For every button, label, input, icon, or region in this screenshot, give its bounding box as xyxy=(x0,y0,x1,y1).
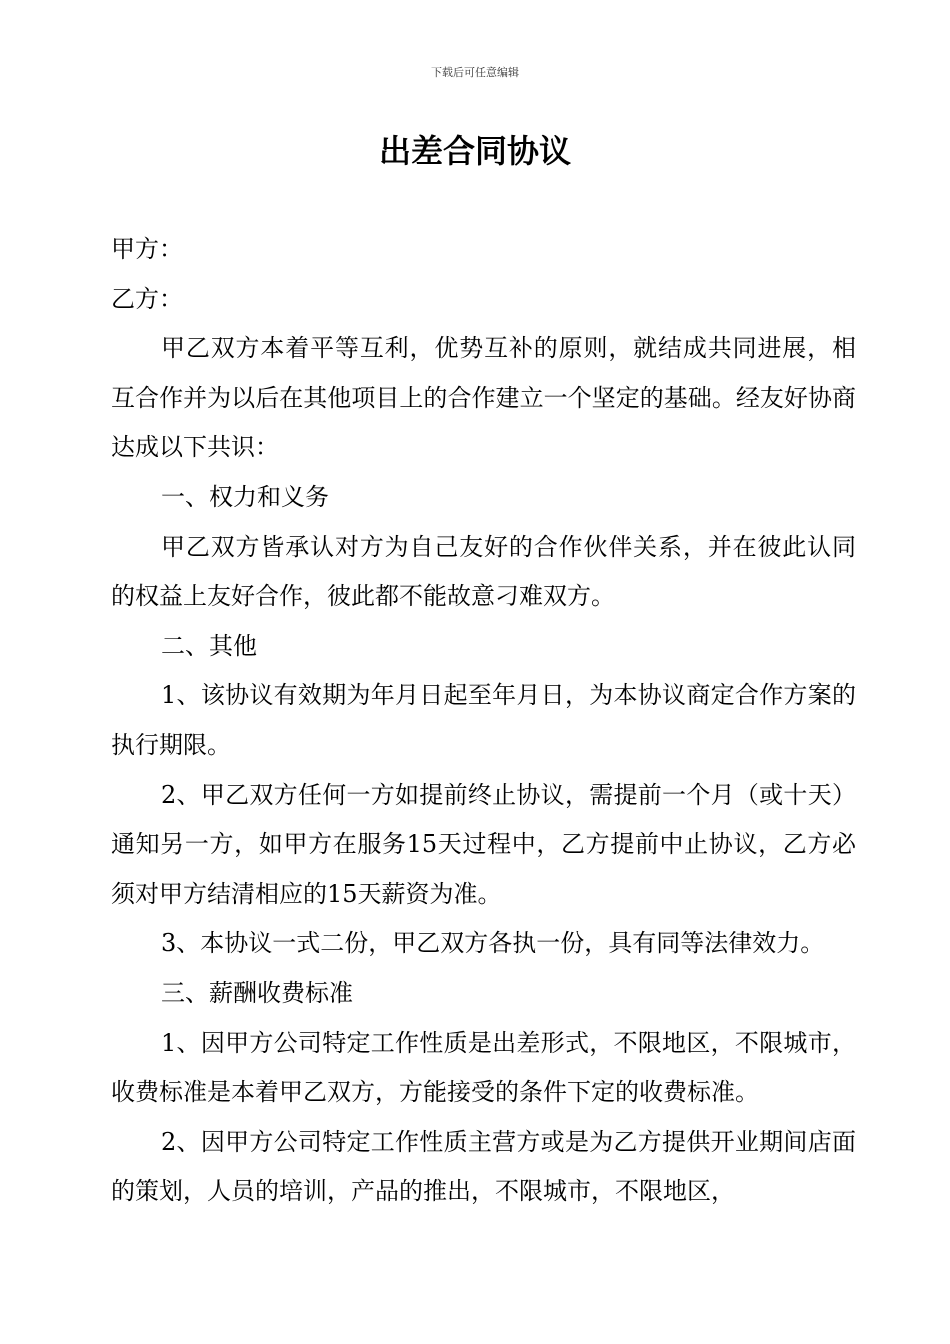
section-1-heading: 一、权力和义务 xyxy=(161,482,329,511)
party-a-label: 甲方： xyxy=(111,235,183,263)
section-1-paragraph: 甲乙双方皆承认对方为自己友好的合作伙伴关系，并在彼此认同的权益上友好合作，彼此都不能故意刁难双方。 xyxy=(111,532,856,611)
section-2-item-1: 1、该协议有效期为年月日起至年月日，为本协议商定合作方案的执行期限。 xyxy=(111,681,856,759)
section-3-heading: 三、薪酬收费标准 xyxy=(161,978,353,1007)
section-2-item-2: 2、甲乙双方任何一方如提前终止协议，需提前一个月（或十天）通知另一方，如甲方在服务15天过程中，乙方提前中止协议，乙方必须对甲方结清相应的15天薪资为准。 xyxy=(111,780,856,908)
section-3-item-1: 1、因甲方公司特定工作性质是出差形式，不限地区，不限城市，收费标准是本着甲乙双方，方能接受的条件下定的收费标准。 xyxy=(111,1028,856,1107)
section-2-heading: 二、其他 xyxy=(161,631,257,660)
document-title: 出差合同协议 xyxy=(378,132,571,170)
section-2-item-3: 3、本协议一式二份，甲乙双方各执一份，具有同等法律效力。 xyxy=(161,929,825,958)
intro-paragraph: 甲乙双方本着平等互利，优势互补的原则，就结成共同进展，相互合作并为以后在其他项目上的合作建立一个坚定的基础。经友好协商达成以下共识： xyxy=(111,334,856,462)
header-note: 下载后可任意编辑 xyxy=(431,66,519,79)
section-3-item-2: 2、因甲方公司特定工作性质主营方或是为乙方提供开业期间店面的策划，人员的培训，产品的推出，不限城市，不限地区， xyxy=(111,1127,856,1206)
document-body xyxy=(111,225,856,1217)
party-b-label: 乙方： xyxy=(111,284,183,313)
